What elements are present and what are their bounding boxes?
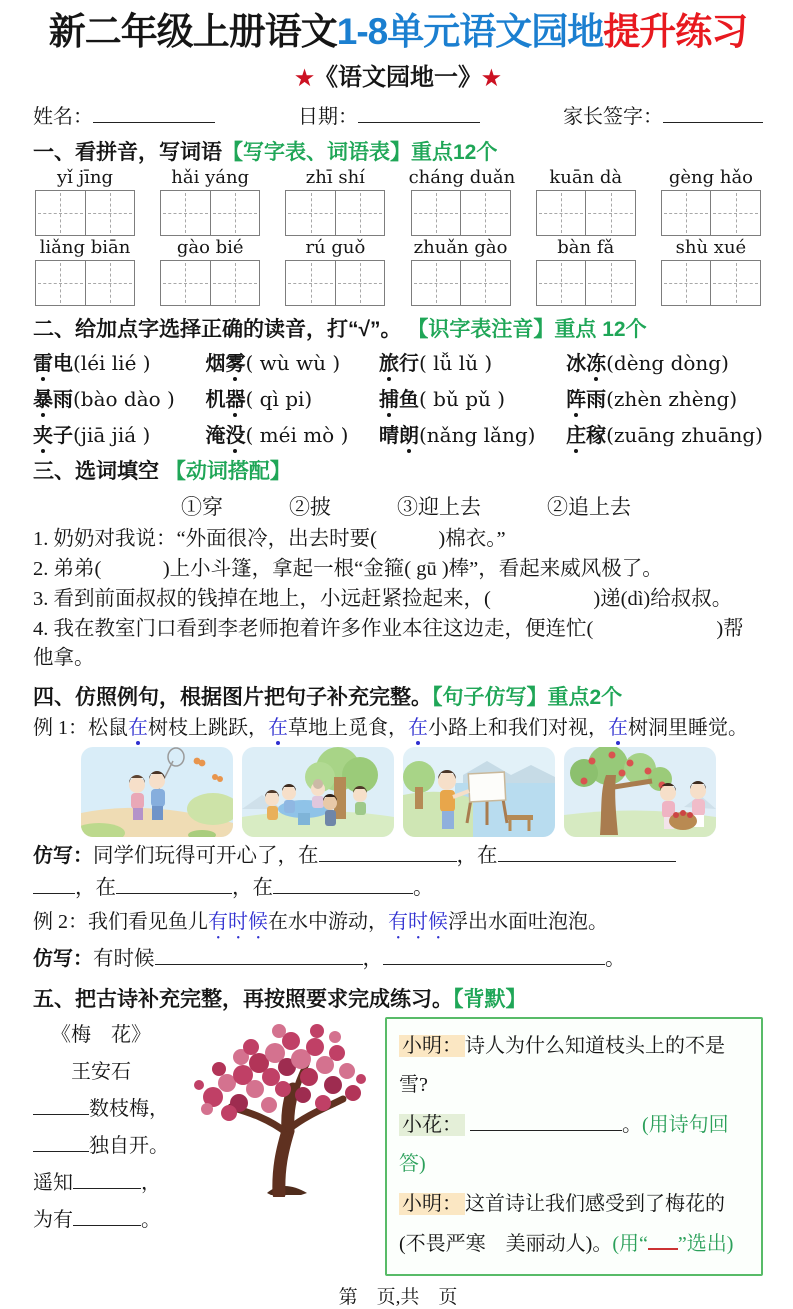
fill-blank-sentence[interactable]: 2. 弟弟( )上小斗篷，拿起一根“金箍( gū )棒”，看起来威风极了。 <box>33 557 663 580</box>
illustration-kids-around-fountain <box>242 747 394 837</box>
pinyin-choices[interactable]: (jiā jiá ) <box>73 422 151 447</box>
answer-blank[interactable] <box>33 1095 89 1115</box>
page-number-footer: 第 页,共 页 <box>338 1287 458 1309</box>
reading-choice-item <box>205 347 348 376</box>
writing-cell[interactable] <box>286 261 335 305</box>
section4-title: 四、仿照例句，根据图片把句子补充完整。 <box>33 686 432 710</box>
question-1: 诗人为什么知道枝头上的不是雪? <box>399 1034 725 1097</box>
target-word: 冰冻 <box>566 352 607 375</box>
pinyin-word-item <box>158 238 262 306</box>
reading-choice-item <box>33 347 175 376</box>
writing-grid <box>160 190 260 236</box>
section5-title: 五、把古诗补充完整，再按照要求完成练习。 <box>33 987 453 1011</box>
target-word: 晴朗 <box>379 424 419 447</box>
target-word: 机器 <box>205 388 246 411</box>
imitate-sentence-1: 仿写：同学们玩得可开心了，在 ，在 ，在 ，在 。 <box>33 841 763 905</box>
writing-cell[interactable] <box>537 261 586 305</box>
date-blank[interactable] <box>358 103 480 123</box>
pinyin-label: zhuǎn gào <box>413 237 508 259</box>
illustration-catching-butterflies <box>81 747 233 837</box>
dotted-character: 暴 <box>33 388 53 411</box>
reading-choice-item <box>566 419 763 448</box>
section1-title: 一、看拼音，写词语 <box>33 141 222 165</box>
writing-grid <box>536 260 636 306</box>
pinyin-choices[interactable]: (léi lié ) <box>73 350 151 375</box>
dotted-character: 冻 <box>586 352 607 375</box>
writing-grid <box>661 260 761 306</box>
fill-blank-sentence[interactable]: 4. 我在教室门口看到李老师抱着许多作业本往这边走，便连忙( )帮他拿。 <box>33 617 744 670</box>
pinyin-word-item <box>409 238 513 306</box>
poem-author: 王安石 <box>71 1060 131 1083</box>
fill-blank-sentence[interactable]: 1. 奶奶对我说：“外面很冷，出去时要( )棉衣。” <box>33 527 506 550</box>
pinyin-word-item <box>534 168 638 236</box>
writing-cell[interactable] <box>161 261 210 305</box>
highlight-sometimes: 有时候 <box>388 910 448 933</box>
section2-tag: 【识字表注音】重点 12个 <box>407 317 647 341</box>
section3-title: 三、选词填空 <box>33 459 159 483</box>
page-title <box>33 10 763 54</box>
example1-sentence: 例 1：松鼠在树枝上跳跃，在草地上觅食，在小路上和我们对视，在树洞里睡觉。 <box>33 717 748 740</box>
writing-grid <box>536 190 636 236</box>
writing-cell[interactable] <box>710 191 760 235</box>
reading-choice-item <box>379 419 535 448</box>
poem-line: 数枝梅， <box>33 1091 183 1128</box>
pinyin-choices[interactable]: ( qì pi) <box>245 386 313 411</box>
section1-tag: 【写字表、词语表】重点12个 <box>222 141 498 165</box>
illustration-boy-painting-by-lake <box>403 747 555 837</box>
reading-choice-item <box>379 347 535 376</box>
pinyin-word-item <box>408 167 516 236</box>
pinyin-label: bàn fǎ <box>557 237 615 259</box>
word-option: ③迎上去 <box>397 494 481 519</box>
dotted-character: 旅 <box>379 352 399 375</box>
pinyin-choices[interactable]: (zuāng zhuāng) <box>606 422 763 447</box>
highlight-zai: 在 <box>608 717 628 740</box>
reading-choice-item <box>33 383 175 412</box>
writing-cell[interactable] <box>85 261 135 305</box>
pinyin-label: shù xué <box>675 237 747 259</box>
highlight-zai: 在 <box>268 717 288 740</box>
name-blank[interactable] <box>93 103 215 123</box>
answer-blank[interactable] <box>33 1132 89 1152</box>
illustration-row <box>33 747 763 837</box>
pinyin-label: zhī shí <box>305 167 365 189</box>
answer-blank[interactable] <box>319 842 457 862</box>
target-word: 淹没 <box>205 424 246 447</box>
example2-sentence: 例 2：我们看见鱼儿有时候在水中游动，有时候浮出水面吐泡泡。 <box>33 910 608 933</box>
star-icon: ★ <box>482 66 501 91</box>
illustration-girls-picking-apples <box>564 747 716 837</box>
date-field <box>298 100 480 129</box>
dialog-line-2: 小花： 。(用诗句回答) <box>399 1106 749 1185</box>
writing-cell[interactable] <box>710 261 760 305</box>
speaker-xiaoming: 小明： <box>399 1193 465 1215</box>
dotted-character: 雷 <box>33 352 53 375</box>
pinyin-row-2 <box>33 238 763 306</box>
word-option: ②披 <box>289 494 331 519</box>
pinyin-choices[interactable]: (bào dào ) <box>73 386 175 411</box>
writing-cell[interactable] <box>36 191 85 235</box>
pinyin-label: gào bié <box>176 237 244 259</box>
pinyin-word-item <box>283 168 387 236</box>
answer-blank[interactable] <box>116 874 232 894</box>
pinyin-label: liǎng biān <box>39 237 131 259</box>
fill-blank-sentence[interactable]: 3. 看到前面叔叔的钱掉在地上，小远赶紧捡起来，( )递(dì)给叔叔。 <box>33 587 733 610</box>
poem-line: 独自开。 <box>33 1128 183 1165</box>
section3-heading <box>33 455 763 485</box>
plum-tree-image <box>183 1019 383 1202</box>
writing-cell[interactable] <box>460 191 510 235</box>
dotted-character: 阵 <box>566 388 587 411</box>
poem-exercise-row <box>33 1017 763 1277</box>
pinyin-word-item <box>659 168 763 236</box>
reading-choice-grid <box>33 347 763 448</box>
writing-grid <box>411 260 511 306</box>
dotted-character: 庄 <box>566 424 587 447</box>
writing-grid <box>35 190 135 236</box>
pinyin-choices[interactable]: ( lǚ lǔ ) <box>419 350 493 375</box>
imitate-sentence-2: 仿写：有时候 ， 。 <box>33 944 763 976</box>
title-red: 提升练习 <box>603 11 748 52</box>
writing-grid <box>285 260 385 306</box>
word-option: ②追上去 <box>547 494 631 519</box>
imitate-label: 仿写： <box>33 845 93 868</box>
poem-line: 遥知 ， <box>33 1165 183 1202</box>
writing-cell[interactable] <box>161 191 210 235</box>
highlight-sometimes: 有时候 <box>208 910 268 933</box>
answer-blank[interactable] <box>273 874 413 894</box>
speaker-xiaohua: 小花： <box>399 1114 465 1136</box>
dotted-character: 捕 <box>379 388 399 411</box>
highlight-zai: 在 <box>408 717 428 740</box>
dotted-character: 朗 <box>399 424 419 447</box>
target-word: 暴雨 <box>33 388 73 411</box>
pinyin-choices[interactable]: (zhèn zhèng) <box>606 386 738 411</box>
section5-tag: 【背默】 <box>453 987 527 1011</box>
dotted-character: 没 <box>225 424 246 447</box>
red-underline-mark <box>648 1230 678 1250</box>
select-hint-close: ”选出) <box>677 1232 734 1255</box>
pinyin-word-item <box>534 238 638 306</box>
section4-heading <box>33 681 763 711</box>
writing-cell[interactable] <box>210 261 260 305</box>
reading-choice-item <box>566 383 763 412</box>
writing-cell[interactable] <box>335 191 385 235</box>
pinyin-choices[interactable]: ( wù wù ) <box>245 350 341 375</box>
reading-choice-item <box>566 347 763 376</box>
pinyin-word-item <box>33 238 137 306</box>
pinyin-label: rú guǒ <box>305 237 366 259</box>
writing-grid <box>411 190 511 236</box>
section5-heading <box>33 983 763 1013</box>
target-word: 烟雾 <box>205 352 246 375</box>
writing-cell[interactable] <box>286 191 335 235</box>
highlight-zai: 在 <box>128 717 148 740</box>
dotted-character: 雾 <box>225 352 246 375</box>
title-blue: 1-8单元语文园地 <box>336 11 604 52</box>
dialog-line-3 <box>399 1185 749 1225</box>
writing-cell[interactable] <box>36 261 85 305</box>
writing-cell[interactable] <box>662 261 711 305</box>
answer-blank[interactable] <box>73 1206 141 1226</box>
writing-cell[interactable] <box>537 191 586 235</box>
pinyin-word-item <box>158 168 262 236</box>
fill-blank-sentences <box>33 525 763 675</box>
poem-title: 《梅 花》 <box>51 1023 151 1046</box>
writing-cell[interactable] <box>662 191 711 235</box>
pinyin-choices[interactable]: ( bǔ pǔ ) <box>419 386 506 411</box>
writing-cell[interactable] <box>210 191 260 235</box>
sign-blank[interactable] <box>663 103 763 123</box>
section3-tag: 【动词搭配】 <box>164 459 291 483</box>
answer-blank[interactable] <box>33 874 75 894</box>
writing-cell[interactable] <box>85 191 135 235</box>
sign-label: 家长签字： <box>563 106 663 129</box>
pinyin-label: cháng duǎn <box>408 167 516 189</box>
dotted-character: 器 <box>225 388 246 411</box>
poem-line: 为有 。 <box>33 1202 183 1239</box>
answer-blank[interactable] <box>498 842 676 862</box>
answer-blank[interactable] <box>73 1169 141 1189</box>
dialog-box <box>385 1017 763 1277</box>
unit-subtitle <box>33 57 763 92</box>
pinyin-label: yǐ jīng <box>56 167 114 189</box>
writing-cell[interactable] <box>335 261 385 305</box>
dotted-character: 夹 <box>33 424 53 447</box>
target-word: 捕鱼 <box>379 388 419 411</box>
pinyin-choices[interactable]: (dèng dòng) <box>606 350 729 375</box>
reading-choice-item <box>379 383 535 412</box>
question-2: 这首诗让我们感受到了梅花的 <box>465 1193 725 1216</box>
section2-heading <box>33 313 763 343</box>
word-options-row <box>181 491 763 521</box>
reading-choice-item <box>205 419 348 448</box>
writing-grid <box>160 260 260 306</box>
pinyin-word-item <box>659 238 763 306</box>
section4-tag: 【句子仿写】重点2个 <box>432 686 623 710</box>
section2-title: 二、给加点字选择正确的读音，打“√”。 <box>33 317 402 341</box>
pinyin-choices[interactable]: (nǎng lǎng) <box>419 422 536 447</box>
pinyin-label: gèng hǎo <box>668 167 754 189</box>
writing-cell[interactable] <box>460 261 510 305</box>
pinyin-word-item <box>33 168 137 236</box>
reading-choice-item <box>33 419 175 448</box>
target-word: 阵雨 <box>566 388 607 411</box>
section1-heading <box>33 136 763 166</box>
target-word: 旅行 <box>379 352 419 375</box>
answer-hint: (用诗句回答) <box>399 1113 729 1176</box>
pinyin-label: kuān dà <box>549 167 623 189</box>
dialog-line-4 <box>399 1225 749 1265</box>
writing-cell[interactable] <box>412 191 461 235</box>
target-word: 雷电 <box>33 352 73 375</box>
pinyin-word-item <box>283 238 387 306</box>
writing-grid <box>35 260 135 306</box>
poem-block <box>33 1017 183 1239</box>
target-word: 庄稼 <box>566 424 607 447</box>
star-icon: ★ <box>295 66 314 91</box>
writing-cell[interactable] <box>585 261 635 305</box>
unit-subtitle-text: 《语文园地一》 <box>314 65 482 92</box>
answer-blank[interactable] <box>470 1111 622 1131</box>
date-label: 日期： <box>298 106 358 129</box>
writing-cell[interactable] <box>585 191 635 235</box>
title-black: 新二年级上册语文 <box>48 11 337 52</box>
name-field <box>33 100 215 129</box>
writing-grid <box>285 190 385 236</box>
speaker-xiaoming: 小明： <box>399 1035 465 1057</box>
pinyin-choices[interactable]: ( méi mò ) <box>245 422 349 447</box>
reading-choice-item <box>205 383 348 412</box>
word-option: ①穿 <box>181 494 223 519</box>
answer-blank[interactable] <box>155 944 363 964</box>
select-hint-open: (用“ <box>612 1232 648 1255</box>
imitate-label: 仿写： <box>33 947 93 970</box>
pinyin-label: hǎi yáng <box>171 167 250 189</box>
writing-cell[interactable] <box>412 261 461 305</box>
sign-field <box>563 100 763 129</box>
choice-words[interactable]: (不畏严寒 美丽动人)。 <box>399 1232 613 1255</box>
info-row <box>33 100 763 129</box>
answer-blank[interactable] <box>383 944 605 964</box>
name-label: 姓名： <box>33 106 93 129</box>
dialog-line-1 <box>399 1027 749 1106</box>
target-word: 夹子 <box>33 424 73 447</box>
pinyin-row-1 <box>33 168 763 236</box>
writing-grid <box>661 190 761 236</box>
